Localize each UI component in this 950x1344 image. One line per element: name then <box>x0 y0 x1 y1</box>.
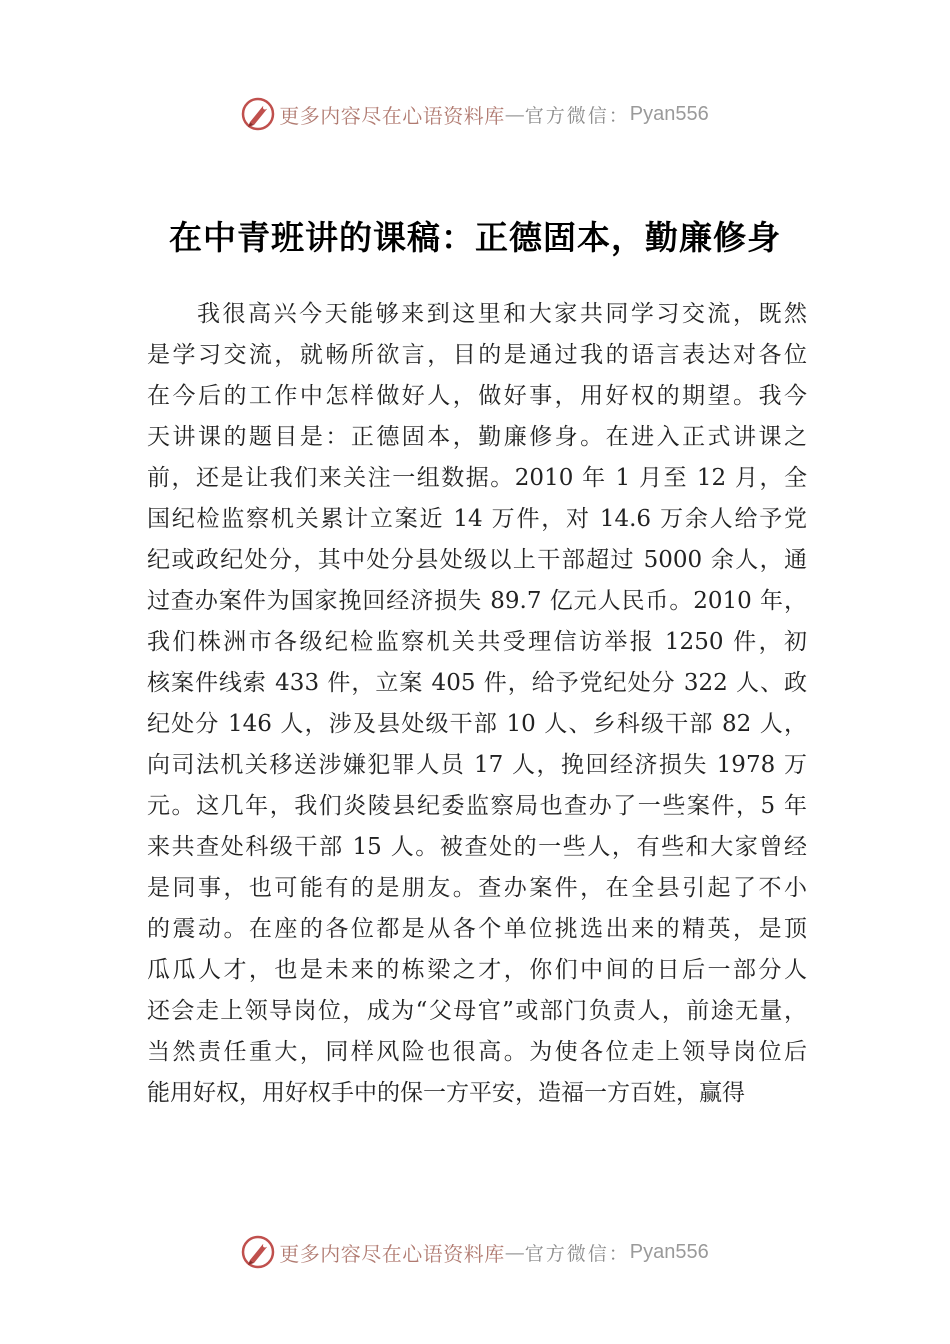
body-line: 过查办案件为国家挽回经济损失 89.7 亿元人民币。2010 年， <box>147 588 807 614</box>
body-line: 核案件线索 433 件，立案 405 件，给予党纪处分 322 人、政 <box>147 670 807 696</box>
body-line: 还会走上领导岗位，成为“父母官”或部门负责人，前途无量， <box>147 998 807 1024</box>
header-wechat-id: Pyan556 <box>629 102 709 125</box>
body-line: 瓜瓜人才，也是未来的栋梁之才，你们中间的日后一部分人 <box>147 957 807 983</box>
footer-wechat-id: Pyan556 <box>629 1240 709 1263</box>
pen-logo-icon <box>241 1235 275 1269</box>
body-line: 纪或政纪处分，其中处分县处级以上干部超过 5000 余人，通 <box>147 547 807 573</box>
footer-separator: — <box>504 1240 525 1264</box>
body-line: 的震动。在座的各位都是从各个单位挑选出来的精英，是顶 <box>147 916 807 942</box>
body-line: 在今后的工作中怎样做好人，做好事，用好权的期望。我今 <box>147 383 807 409</box>
header-banner <box>0 94 950 134</box>
body-line: 是同事，也可能有的是朋友。查办案件，在全县引起了不小 <box>147 875 807 901</box>
body-line: 当然责任重大，同样风险也很高。为使各位走上领导岗位后 <box>147 1039 807 1065</box>
body-line: 天讲课的题目是：正德固本，勤廉修身。在进入正式讲课之 <box>147 424 807 450</box>
body-line: 能用好权，用好权手中的保一方平安，造福一方百姓，赢得 <box>147 1080 745 1106</box>
body-line: 纪处分 146 人，涉及县处级干部 10 人、乡科级干部 82 人， <box>147 711 807 737</box>
header-banner-text: 更多内容尽在心语资料库 <box>279 103 505 128</box>
body-line: 前，还是让我们来关注一组数据。2010 年 1 月至 12 月，全 <box>147 465 807 491</box>
footer-banner-text: 更多内容尽在心语资料库 <box>279 1241 505 1266</box>
footer-wechat-label: 官方微信： <box>524 1242 630 1265</box>
body-line: 向司法机关移送涉嫌犯罪人员 17 人，挽回经济损失 1978 万 <box>147 752 807 778</box>
body-line: 国纪检监察机关累计立案近 14 万件，对 14.6 万余人给予党 <box>147 506 807 532</box>
body-line: 来共查处科级干部 15 人。被查处的一些人，有些和大家曾经 <box>147 834 807 860</box>
page-title: 在中青班讲的课稿：正德固本，勤廉修身 <box>169 218 781 257</box>
body-line: 元。这几年，我们炎陵县纪委监察局也查办了一些案件，5 年 <box>147 793 807 819</box>
header-separator: — <box>504 102 525 126</box>
body-line: 我们株洲市各级纪检监察机关共受理信访举报 1250 件，初 <box>147 629 807 655</box>
body-line: 我很高兴今天能够来到这里和大家共同学习交流，既然 <box>197 301 807 327</box>
pen-logo-icon <box>241 97 275 131</box>
body-line: 是学习交流，就畅所欲言，目的是通过我的语言表达对各位 <box>147 342 807 368</box>
body-paragraph <box>147 294 807 1114</box>
header-wechat-label: 官方微信： <box>524 104 630 127</box>
footer-banner <box>0 1232 950 1272</box>
